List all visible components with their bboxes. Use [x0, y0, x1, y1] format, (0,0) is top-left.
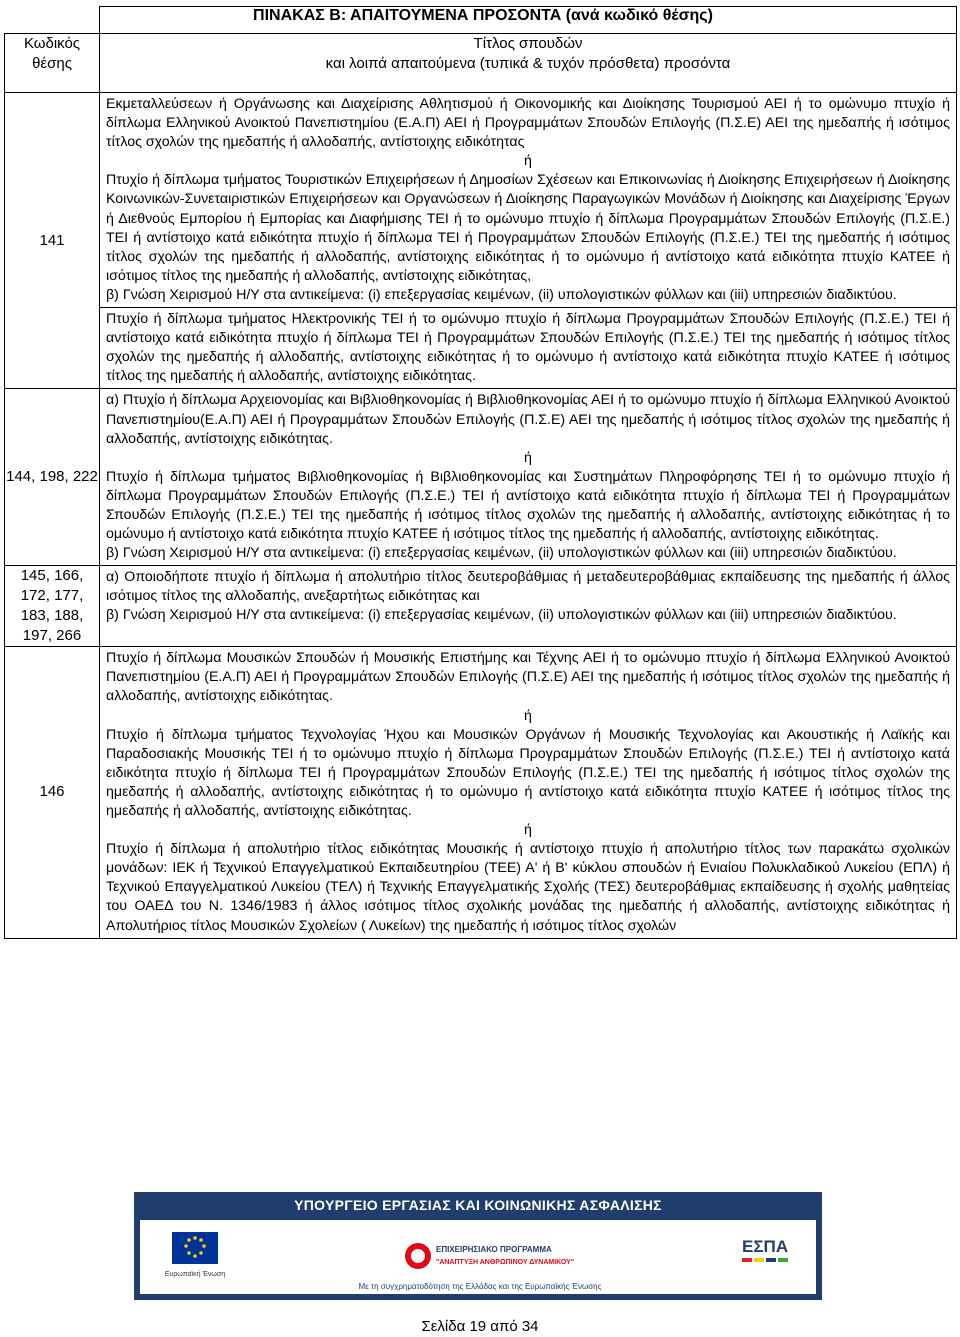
svg-text:"ΑΝΑΠΤΥΞΗ ΑΝΘΡΩΠΙΝΟΥ ΔΥΝΑΜΙΚΟΥ: "ΑΝΑΠΤΥΞΗ ΑΝΘΡΩΠΙΝΟΥ ΔΥΝΑΜΙΚΟΥ" [436, 1259, 575, 1266]
header-title-line2: και λοιπά απαιτούμενα (τυπικά & τυχόν πρόσθετα) προσόντα [325, 55, 731, 72]
or-separator: ή [524, 707, 532, 724]
paragraph: Πτυχίο ή δίπλωμα ή απολυτήριο τίτλος ειδικότητας Μουσικής ή αντίστοιχο πτυχίο ή απολυτήριο τίτλος των παρακάτω σχολικών μονάδων: ΙΕΚ ή Τεχνικού Επαγγελματικού Εκπαιδευτηρίου (ΤΕΕ) Α' ή Β' κύκλου σπουδών ή Ενιαίου Πολυκλαδικού Λυκείου (ΕΠΛ) ή Τεχνικού Επαγγελματικού Λυκείου (ΤΕΛ) ή Τεχνικής Επαγγελματικής Σχολής (ΤΕΣ) δευτεροβάθμιας εκπαίδευσης ή σχολής μαθητείας του ΟΑΕΔ του Ν. 1346/1983 ή άλλος ισότιμος τίτλος σχολικής μονάδας της ημεδαπής ή αλλοδαπής, αντίστοιχης ειδικότητας ή Απολυτήριος τίτλος Μουσικών Σχολείων ( Λυκείων) της ημεδαπής ή ισότιμος τίτλος σχολών [106, 841, 950, 934]
header-title [100, 34, 957, 93]
table-header-row [5, 34, 957, 93]
paragraph: β) Γνώση Χειρισμού Η/Υ στα αντικείμενα: (i) επεξεργασίας κειμένων, (ii) υπολογιστικών φύλλων και (iii) υπηρεσιών διαδικτύου. [106, 286, 897, 303]
ministry-banner [134, 1192, 822, 1300]
espa-logo [736, 1228, 810, 1286]
table-row [5, 389, 957, 566]
paragraph: α) Οποιοδήποτε πτυχίο ή δίπλωμα ή απολυτήριο τίτλος δευτεροβάθμιας ή μεταδευτεροβάθμιας εκπαίδευσης της ημεδαπής ή άλλος ισότιμος τίτλος της αλλοδαπής, ανεξαρτήτως ειδικότητας και [106, 569, 950, 605]
logos-strip [140, 1220, 816, 1294]
paragraph: Πτυχίο ή δίπλωμα τμήματος Τεχνολογίας Ήχου και Μουσικών Οργάνων ή Μουσικής Τεχνολογίας και Ακουστικής ή Λαϊκής και Παραδοσιακής Μουσικής ΤΕΙ ή το ομώνυμο πτυχίο ή δίπλωμα Προγραμμάτων Σπουδών Επιλογής (Π.Σ.Ε.) ΤΕΙ ή αντίστοιχο κατά ειδικότητα πτυχίο ή δίπλωμα ΤΕΙ ή Προγραμμάτων Σπουδών Επιλογής (Π.Σ.Ε.) ΤΕΙ της ημεδαπής ή ισότιμος τίτλος σχολών της ημεδαπής ή αλλοδαπής, αντίστοιχης ειδικότητας ή το ομώνυμο ή αντίστοιχο κατά ειδικότητα πτυχίο ΚΑΤΕΕ ή ισότιμος τίτλος της ημεδαπής ή αλλοδαπής, αντίστοιχης ειδικότητας. [106, 726, 950, 819]
page-number: Σελίδα 19 από 34 [421, 1318, 539, 1335]
paragraph: Εκμεταλλεύσεων ή Οργάνωσης και Διαχείρισης Αθλητισμού ή Οικονομικής και Διοίκησης Τουρισμού ΑΕΙ ή το ομώνυμο πτυχίο ή δίπλωμα Ελληνικού Ανοικτού Πανεπιστημίου (Ε.Α.Π) ΑΕΙ ή Προγραμμάτων Σπουδών Επιλογής (Π.Σ.Ε) ΑΕΙ της ημεδαπής ή ισότιμος τίτλος σχολών της ημεδαπής ή αλλοδαπής, αντίστοιχης ειδικότητας [106, 96, 950, 151]
epan-program-logo [402, 1228, 575, 1286]
banner-title: ΥΠΟΥΡΓΕΙΟ ΕΡΓΑΣΙΑΣ ΚΑΙ ΚΟΙΝΩΝΙΚΗΣ ΑΣΦΑΛΙΣΗΣ [294, 1197, 662, 1213]
or-separator: ή [524, 449, 532, 466]
header-code-line2: θέσης [32, 55, 72, 72]
row-text [100, 93, 957, 308]
svg-text:ΕΣΠΑ: ΕΣΠΑ [742, 1237, 789, 1256]
table-row [5, 308, 957, 389]
paragraph: Πτυχίο ή δίπλωμα Μουσικών Σπουδών ή Μουσικής Επιστήμης και Τέχνης ΑΕΙ ή το ομώνυμο πτυχίο ή δίπλωμα Ελληνικού Ανοικτού Πανεπιστημίου (Ε.Α.Π) ΑΕΙ ή Προγραμμάτων Σπουδών Επιλογής (Π.Σ.Ε) ΑΕΙ της ημεδαπής ή ισότιμος τίτλος σχολών της ημεδαπής ή αλλοδαπής, αντίστοιχης ειδικότητας. [106, 650, 950, 705]
row-code: 144, 198, 222 [5, 389, 100, 566]
row-code: 146 [5, 647, 100, 938]
table-row [5, 93, 957, 308]
header-code-line1: Κωδικός [23, 35, 81, 52]
table-title: ΠΙΝΑΚΑΣ Β: ΑΠΑΙΤΟΥΜΕΝΑ ΠΡΟΣΟΝΤΑ (ανά κωδικό θέσης) [100, 7, 957, 34]
row-text [100, 389, 957, 566]
table-row [5, 647, 957, 938]
row-text [100, 308, 957, 389]
header-code [5, 34, 100, 93]
header-title-line1: Τίτλος σπουδών [473, 35, 583, 52]
svg-text:Ευρωπαϊκή Ένωση: Ευρωπαϊκή Ένωση [164, 1271, 226, 1278]
or-separator: ή [524, 822, 532, 839]
or-separator: ή [524, 153, 532, 170]
svg-text:ΕΠΙΧΕΙΡΗΣΙΑΚΟ ΠΡΟΓΡΑΜΜΑ: ΕΠΙΧΕΙΡΗΣΙΑΚΟ ΠΡΟΓΡΑΜΜΑ [436, 1245, 552, 1254]
requirements-table [4, 6, 957, 939]
paragraph: β) Γνώση Χειρισμού Η/Υ στα αντικείμενα: (i) επεξεργασίας κειμένων, (ii) υπολογιστικών φύλλων και (iii) υπηρεσιών διαδικτύου. [106, 545, 897, 562]
paragraph: Πτυχίο ή δίπλωμα τμήματος Βιβλιοθηκονομίας ή Βιβλιοθηκονομίας και Συστημάτων Πληροφόρησης ΤΕΙ ή το ομώνυμο πτυχίο ή δίπλωμα Προγραμμάτων Σπουδών Επιλογής (Π.Σ.Ε.) ΤΕΙ ή αντίστοιχο κατά ειδικότητα πτυχίο ή δίπλωμα ΤΕΙ ή Προγραμμάτων Σπουδών Επιλογής (Π.Σ.Ε.) ΤΕΙ της ημεδαπής ή ισότιμος τίτλος σχολών της ημεδαπής ή αλλοδαπής, αντίστοιχης ειδικότητας ή το ομώνυμο ή αντίστοιχο κατά ειδικότητα πτυχίο ΚΑΤΕΕ ή ισότιμος τίτλος της ημεδαπής ή αλλοδαπής, αντίστοιχης ειδικότητας. [106, 468, 950, 543]
paragraph: β) Γνώση Χειρισμού Η/Υ στα αντικείμενα: (i) επεξεργασίας κειμένων, (ii) υπολογιστικών φύλλων και (iii) υπηρεσιών διαδικτύου. [106, 607, 897, 624]
banner-tagline: Με τη συγχρηματοδότηση της Ελλάδας και της Ευρωπαϊκής Ένωσης [358, 1282, 602, 1291]
paragraph: α) Πτυχίο ή δίπλωμα Αρχειονομίας και Βιβλιοθηκονομίας ή Βιβλιοθηκονομίας ΑΕΙ ή το ομώνυμο πτυχίο ή δίπλωμα Ελληνικού Ανοικτού Πανεπιστημίου(Ε.Α.Π) ΑΕΙ ή Προγραμμάτων Σπουδών Επιλογής (Π.Σ.Ε) ΑΕΙ της ημεδαπής ή ισότιμος τίτλος σχολών της ημεδαπής ή αλλοδαπής, αντίστοιχης ειδικότητας. [106, 392, 950, 447]
table-row [5, 566, 957, 647]
paragraph: Πτυχίο ή δίπλωμα τμήματος Τουριστικών Επιχειρήσεων ή Δημοσίων Σχέσεων και Επικοινωνίας ή Διοίκησης Επιχειρήσεων ή Διοίκησης Κοινωνικών-Συνεταιριστικών Επιχειρήσεων και Οργανώσεων ή Διοίκησης Παραγωγικών Μονάδων ή Διοίκησης και Διαχείρισης Έργων ή Διεθνούς Εμπορίου ή Εμπορίας και Διαφήμισης ΤΕΙ ή το ομώνυμο πτυχίο ή δίπλωμα Προγραμμάτων Σπουδών Επιλογής (Π.Σ.Ε.) ΤΕΙ ή αντίστοιχο κατά ειδικότητα πτυχίο ή δίπλωμα ΤΕΙ ή Προγραμμάτων Σπουδών Επιλογής (Π.Σ.Ε.) ΤΕΙ της ημεδαπής ή ισότιμος τίτλος σχολών της ημεδαπής ή αλλοδαπής, αντίστοιχης ειδικότητας ή το ομώνυμο ή αντίστοιχο κατά ειδικότητα πτυχίο ΚΑΤΕΕ ή ισότιμος τίτλος της ημεδαπής ή αλλοδαπής, αντίστοιχης ειδικότητας, [106, 172, 950, 284]
row-text [100, 647, 957, 938]
row-code: 145, 166, 172, 177, 183, 188, 197, 266 [5, 566, 100, 647]
eu-flag-logo [150, 1228, 240, 1286]
row-text [100, 566, 957, 647]
paragraph: Πτυχίο ή δίπλωμα τμήματος Ηλεκτρονικής ΤΕΙ ή το ομώνυμο πτυχίο ή δίπλωμα Προγραμμάτων Σπουδών Επιλογής (Π.Σ.Ε.) ΤΕΙ ή αντίστοιχο κατά ειδικότητα πτυχίο ή δίπλωμα ΤΕΙ ή Προγραμμάτων Σπουδών Επιλογής (Π.Σ.Ε.) ΤΕΙ της ημεδαπής ή ισότιμος τίτλος σχολών της ημεδαπής ή αλλοδαπής, αντίστοιχης ειδικότητας ή το ομώνυμο ή αντίστοιχο κατά ειδικότητα πτυχίο ΚΑΤΕΕ ή ισότιμος τίτλος της ημεδαπής ή αλλοδαπής, αντίστοιχης ειδικότητας. [106, 311, 950, 385]
row-code: 141 [5, 93, 100, 389]
table-title-row [5, 7, 957, 34]
